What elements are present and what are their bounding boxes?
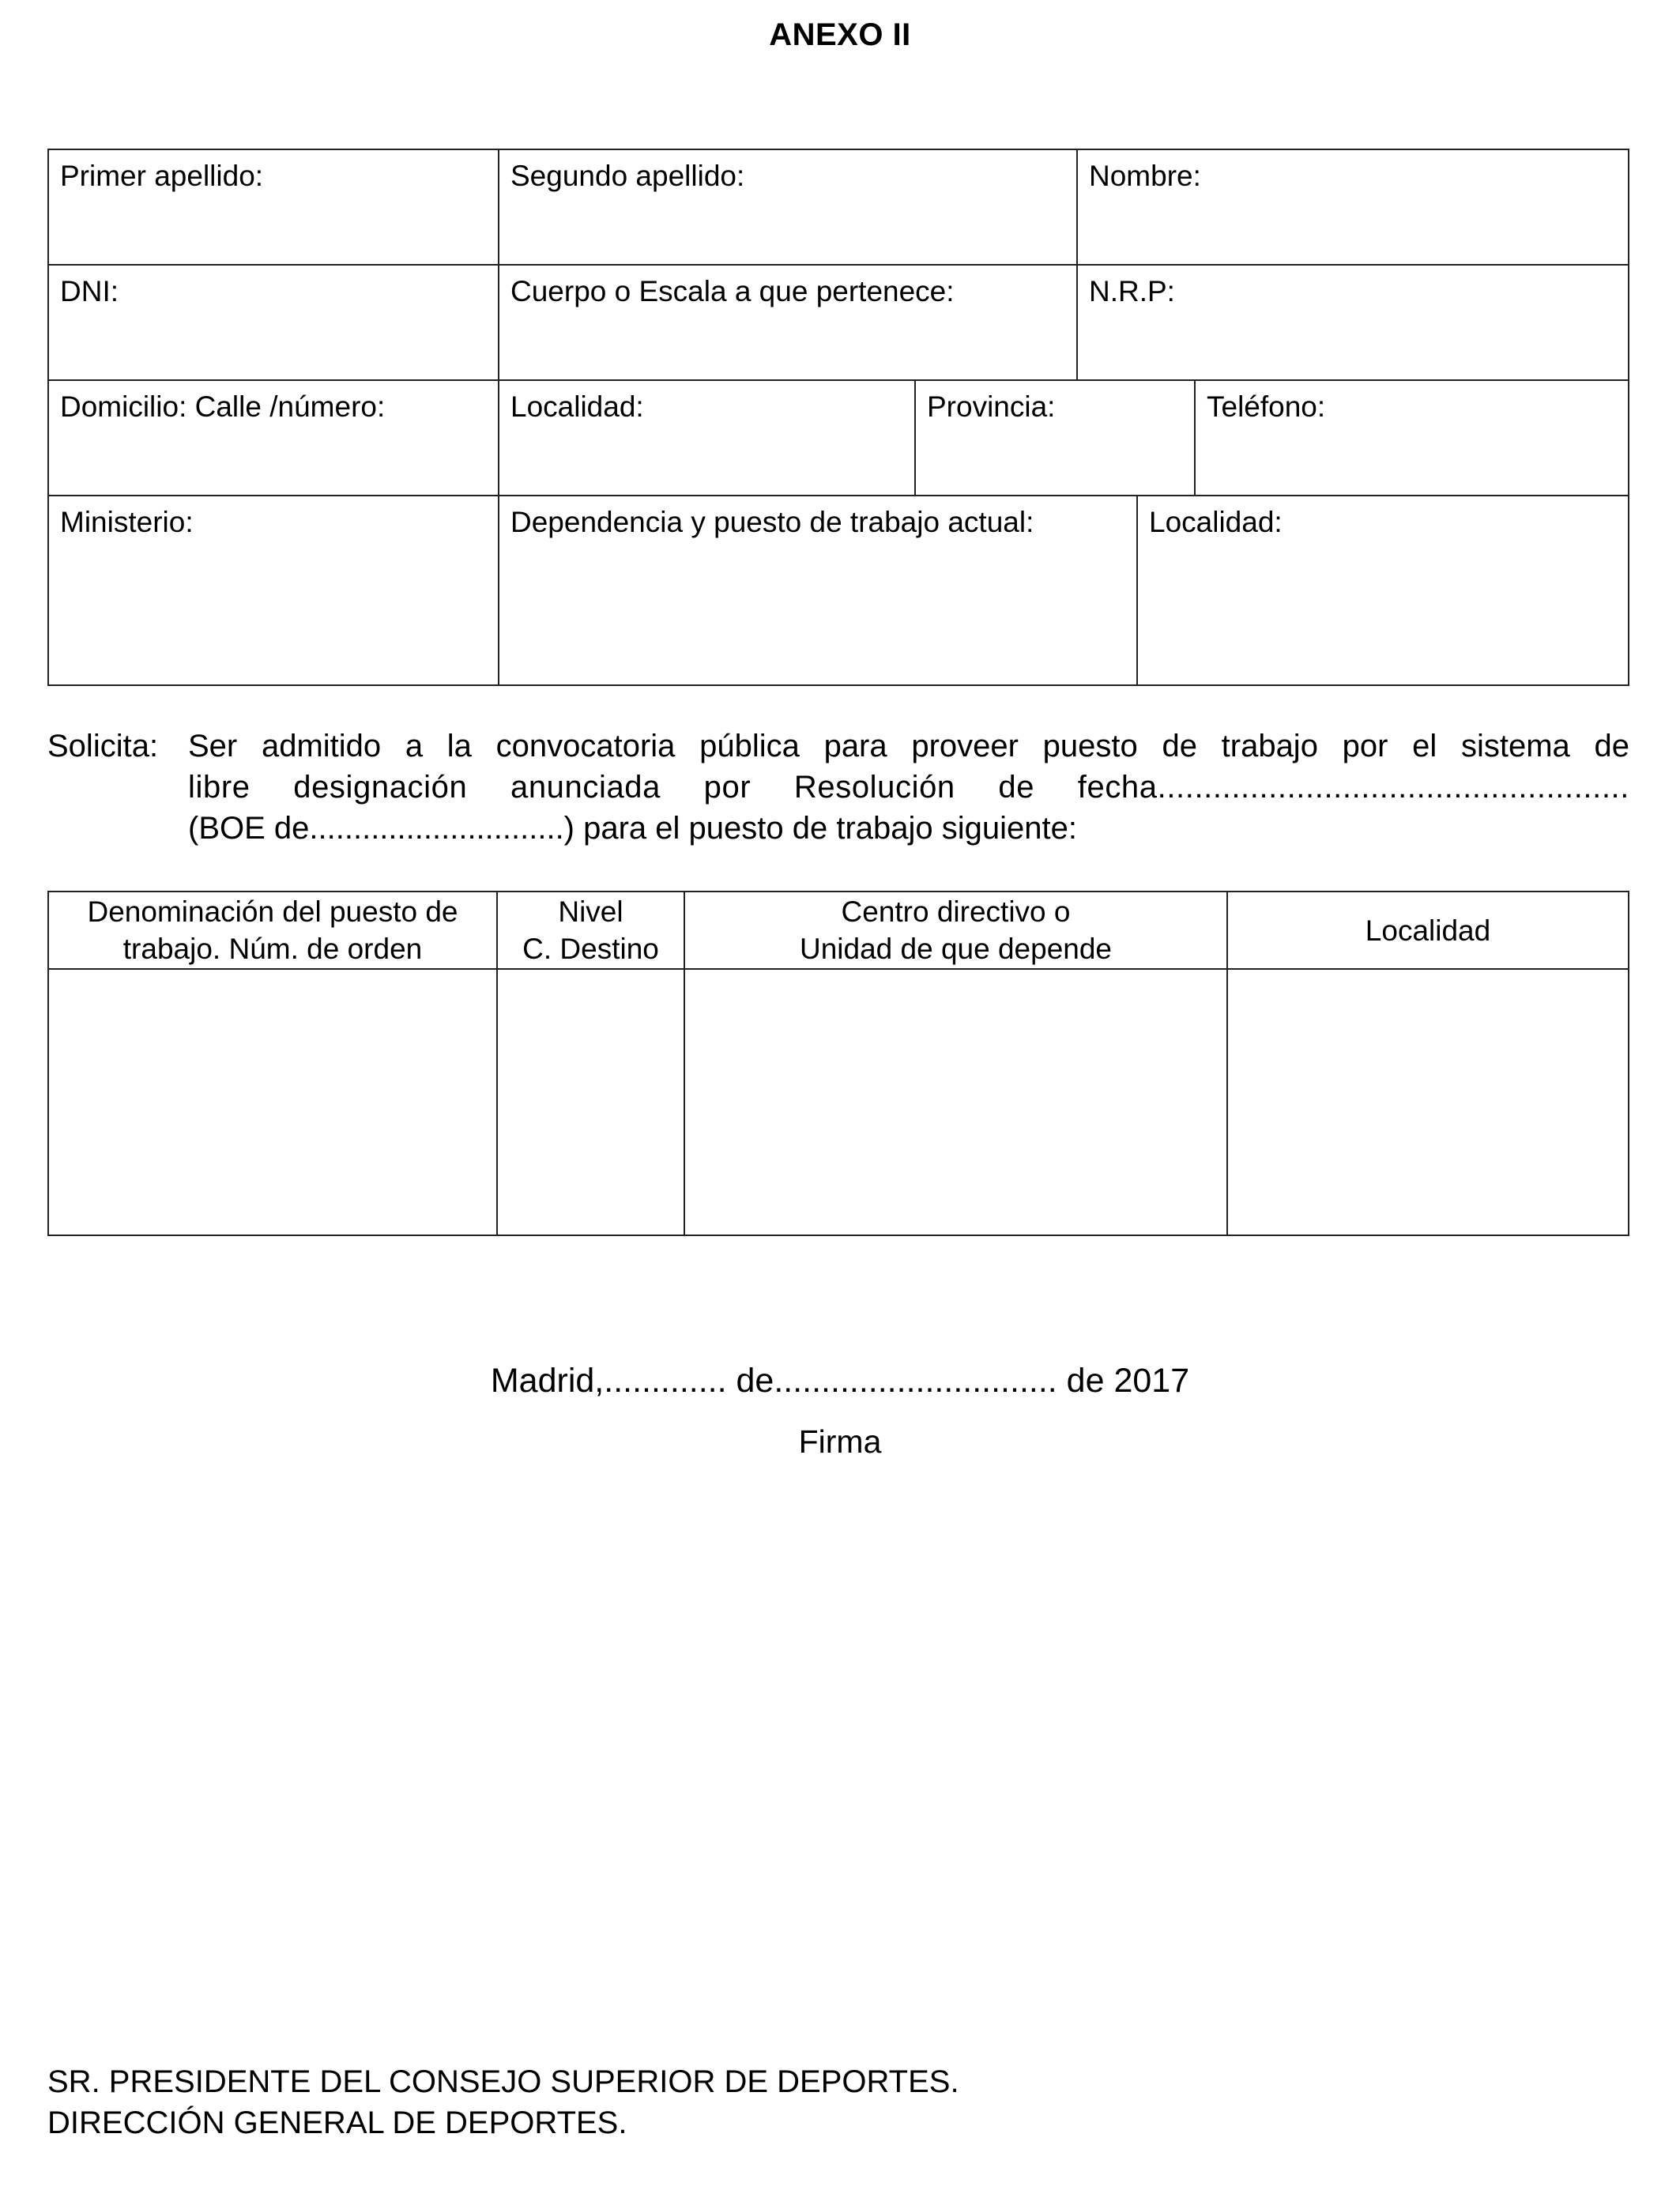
localidad-domicilio-field[interactable] — [499, 381, 916, 496]
provincia-field[interactable] — [916, 381, 1196, 496]
nivel-input-cell[interactable] — [498, 970, 685, 1235]
dni-label: DNI: — [60, 275, 119, 307]
domicilio-label: Domicilio: Calle /número: — [60, 390, 386, 423]
telefono-label: Teléfono: — [1207, 390, 1326, 423]
header-centro-directivo — [685, 892, 1228, 970]
solicita-line-1: Ser admitido a la convocatoria pública para proveer puesto de trabajo por el sistema de — [188, 729, 1629, 763]
personal-data-table — [47, 149, 1629, 686]
form-title: ANEXO II — [769, 17, 911, 52]
solicita-line-3: (BOE de.............................) para el puesto de trabajo siguiente: — [188, 811, 1077, 846]
localidad-trabajo-label: Localidad: — [1149, 506, 1283, 538]
cuerpo-escala-label: Cuerpo o Escala a que pertenece: — [510, 275, 955, 307]
solicita-text — [188, 726, 1629, 849]
localidad-input-cell[interactable] — [1228, 970, 1628, 1235]
firma-label: Firma — [798, 1423, 882, 1460]
header-localidad-label: Localidad — [1365, 914, 1491, 947]
header-denominacion — [49, 892, 498, 970]
destinatario-line-2: DIRECCIÓN GENERAL DE DEPORTES. — [47, 2105, 627, 2140]
centro-directivo-input-cell[interactable] — [685, 970, 1228, 1235]
header-denominacion-line1: Denominación del puesto de — [87, 895, 458, 928]
segundo-apellido-field[interactable] — [499, 150, 1078, 266]
primer-apellido-label: Primer apellido: — [60, 160, 264, 192]
nrp-field[interactable] — [1078, 266, 1628, 381]
destinatario-line-1: SR. PRESIDENTE DEL CONSEJO SUPERIOR DE DEPORTES. — [47, 2064, 959, 2099]
provincia-label: Provincia: — [927, 390, 1056, 423]
denominacion-input-cell[interactable] — [49, 970, 498, 1235]
ministerio-field[interactable] — [49, 496, 499, 684]
primer-apellido-field[interactable] — [49, 150, 499, 266]
dependencia-field[interactable] — [499, 496, 1138, 684]
cuerpo-escala-field[interactable] — [499, 266, 1078, 381]
telefono-field[interactable] — [1196, 381, 1628, 496]
header-localidad — [1228, 892, 1628, 970]
domicilio-field[interactable] — [49, 381, 499, 496]
header-nivel-line1: Nivel — [558, 895, 623, 928]
nombre-label: Nombre: — [1089, 160, 1201, 192]
localidad-domicilio-label: Localidad: — [510, 390, 644, 423]
solicita-line-2: libre designación anunciada por Resolución de fecha................................................... — [188, 770, 1629, 805]
header-denominacion-line2: trabajo. Núm. de orden — [122, 933, 423, 965]
puesto-table — [47, 891, 1629, 1236]
header-centro-line1: Centro directivo o — [841, 895, 1071, 928]
header-centro-line2: Unidad de que depende — [799, 933, 1113, 965]
nrp-label: N.R.P: — [1089, 275, 1175, 307]
ministerio-label: Ministerio: — [60, 506, 194, 538]
fecha-line: Madrid,............. de.............................. de 2017 — [490, 1362, 1190, 1400]
header-nivel-line2: C. Destino — [522, 933, 659, 965]
header-nivel — [498, 892, 685, 970]
localidad-trabajo-field[interactable] — [1138, 496, 1628, 684]
solicita-label: Solicita: — [47, 729, 159, 763]
dni-field[interactable] — [49, 266, 499, 381]
nombre-field[interactable] — [1078, 150, 1628, 266]
dependencia-label: Dependencia y puesto de trabajo actual: — [510, 506, 1034, 538]
segundo-apellido-label: Segundo apellido: — [510, 160, 745, 192]
